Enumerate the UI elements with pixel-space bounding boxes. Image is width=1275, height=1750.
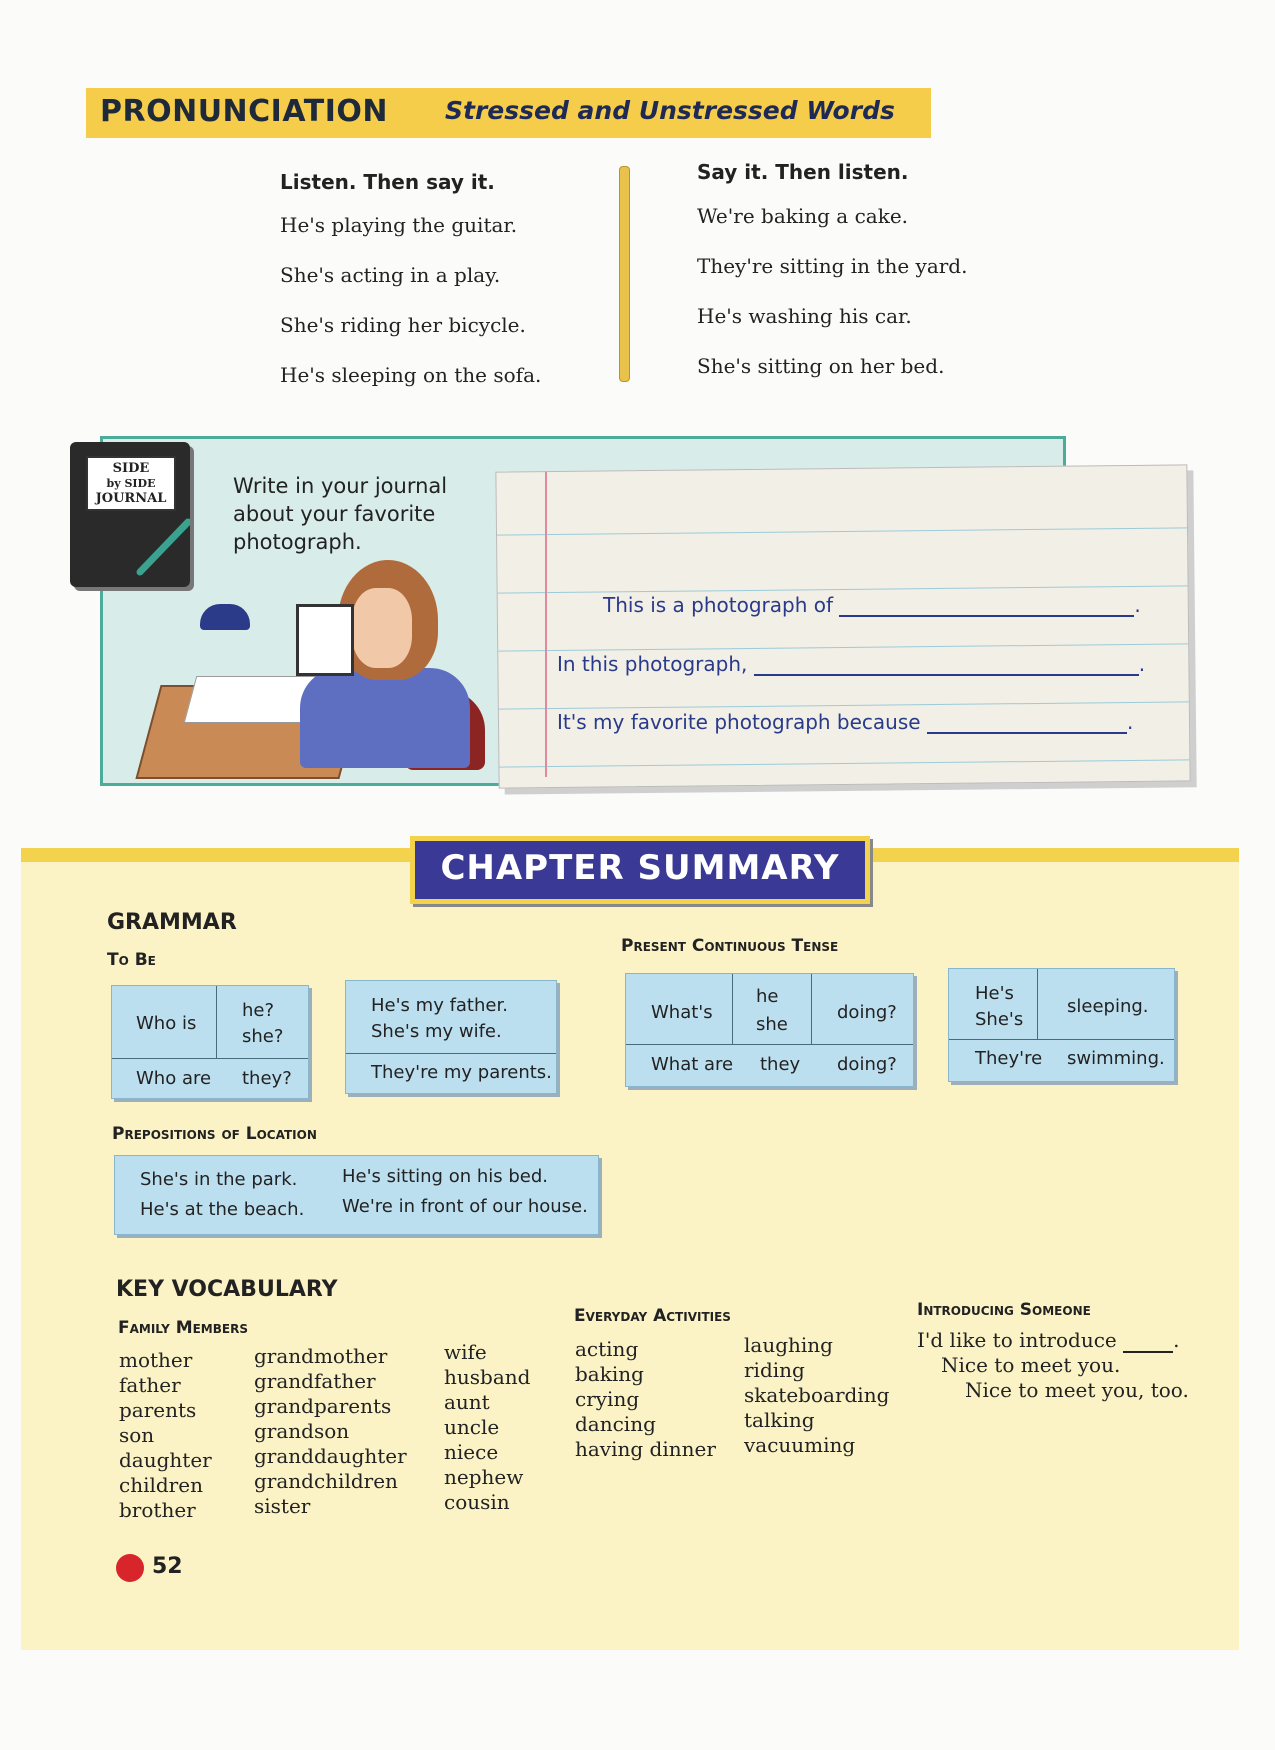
- left-column-heading: Listen. Then say it.: [280, 170, 495, 194]
- to-be-question-box: Who is he? she? Who are they?: [111, 985, 309, 1099]
- column-divider: [619, 166, 630, 382]
- pronunciation-title: PRONUNCIATION: [100, 94, 388, 129]
- to-be-heading: To Be: [107, 950, 156, 970]
- journal-line-2: In this photograph, .: [557, 652, 1146, 676]
- present-continuous-question-box: What's he she doing? What are they doing?: [625, 973, 914, 1087]
- activities-column-2: laughing riding skateboarding talking vacuuming: [744, 1333, 890, 1457]
- left-sentence: She's acting in a play.: [280, 263, 501, 287]
- left-sentence: He's sleeping on the sofa.: [280, 363, 542, 387]
- journal-prompt: Write in your journal about your favorite photograph.: [233, 474, 448, 554]
- activities-column-1: acting baking crying dancing having dinner: [575, 1337, 716, 1461]
- family-column-3: wife husband aunt uncle niece nephew cousin: [444, 1340, 531, 1514]
- summary-title: CHAPTER SUMMARY: [440, 848, 840, 888]
- notebook-paper: [495, 464, 1190, 788]
- to-be-statement-box: He's my father. She's my wife. They're my parents.: [345, 980, 557, 1094]
- everyday-activities-heading: Everyday Activities: [574, 1306, 731, 1326]
- page-marker-icon: [116, 1554, 144, 1582]
- woman-face-illustration: [352, 588, 412, 668]
- prepositions-box: She's in the park. He's at the beach. He's sitting on his bed. We're in front of our house.: [114, 1155, 599, 1235]
- family-column-1: mother father parents son daughter children brother: [119, 1348, 212, 1522]
- right-sentence: They're sitting in the yard.: [697, 254, 968, 278]
- prepositions-heading: Prepositions of Location: [112, 1124, 317, 1144]
- left-sentence: She's riding her bicycle.: [280, 313, 526, 337]
- lamp-illustration: [200, 604, 250, 630]
- page-number: 52: [152, 1554, 183, 1579]
- right-sentence: She's sitting on her bed.: [697, 354, 945, 378]
- journal-book-icon: SIDE by SIDE JOURNAL: [70, 442, 190, 587]
- journal-line-3: It's my favorite photograph because .: [557, 710, 1134, 734]
- right-sentence: He's washing his car.: [697, 304, 912, 328]
- left-sentence: He's playing the guitar.: [280, 213, 518, 237]
- introducing-line-1: I'd like to introduce .: [917, 1328, 1180, 1352]
- photograph-illustration: [296, 604, 354, 676]
- open-book-illustration: [184, 676, 319, 723]
- family-column-2: grandmother grandfather grandparents grandson granddaughter grandchildren sister: [254, 1344, 407, 1518]
- present-continuous-statement-box: He's She's sleeping. They're swimming.: [948, 968, 1175, 1082]
- family-members-heading: Family Members: [118, 1318, 248, 1338]
- pronunciation-subtitle: Stressed and Unstressed Words: [445, 96, 895, 125]
- key-vocabulary-heading: KEY VOCABULARY: [116, 1277, 338, 1302]
- present-continuous-heading: Present Continuous Tense: [621, 936, 839, 956]
- journal-line-1: This is a photograph of .: [603, 593, 1141, 617]
- right-sentence: We're baking a cake.: [697, 204, 909, 228]
- woman-illustration: [300, 668, 470, 768]
- introducing-heading: Introducing Someone: [917, 1300, 1091, 1320]
- grammar-heading: GRAMMAR: [107, 910, 237, 935]
- introducing-line-3: Nice to meet you, too.: [965, 1378, 1189, 1402]
- right-column-heading: Say it. Then listen.: [697, 160, 909, 184]
- paper-margin-line: [545, 472, 547, 777]
- introducing-line-2: Nice to meet you.: [941, 1353, 1121, 1377]
